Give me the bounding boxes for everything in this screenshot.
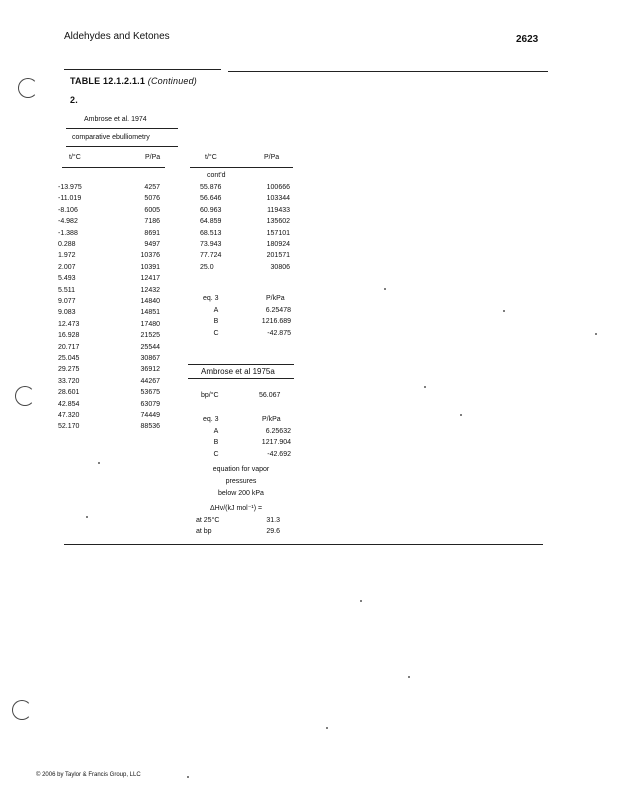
left-p-cell: 10376 bbox=[140, 252, 160, 260]
left-t-cell: 5.493 bbox=[58, 275, 76, 283]
eq1-param-name: A bbox=[213, 307, 219, 314]
left-t-cell: 20.717 bbox=[58, 343, 80, 351]
left-p-cell: 6005 bbox=[144, 206, 160, 214]
scan-speck bbox=[408, 676, 410, 678]
right-source: Ambrose et al 1975a bbox=[201, 367, 275, 376]
scan-speck bbox=[384, 288, 386, 290]
left-t-cell: 9.077 bbox=[58, 298, 76, 305]
left-t-cell: -1.388 bbox=[58, 229, 78, 237]
contd-label: cont'd bbox=[207, 172, 226, 179]
left-p-cell: 5076 bbox=[144, 195, 160, 203]
right-p-cell: 100666 bbox=[266, 184, 290, 191]
dh-value: 31.3 bbox=[266, 517, 280, 524]
left-p-cell: 12432 bbox=[140, 286, 160, 294]
table-caption bbox=[70, 76, 197, 86]
col-header-p-left: P/Pa bbox=[145, 154, 161, 161]
left-p-cell: 88536 bbox=[140, 423, 160, 431]
eq1-unit: P/kPa bbox=[266, 295, 285, 302]
right-p-cell: 157101 bbox=[266, 229, 290, 237]
left-t-cell: -11.019 bbox=[58, 195, 82, 203]
left-p-cell: 10391 bbox=[140, 263, 160, 271]
punch-hole-middle bbox=[15, 386, 35, 406]
left-t-cell: 16.928 bbox=[58, 332, 80, 340]
eq2-param-name: B bbox=[213, 439, 219, 447]
left-method: comparative ebulliometry bbox=[72, 134, 150, 141]
left-t-cell: -8.106 bbox=[58, 206, 78, 214]
scan-speck bbox=[86, 516, 88, 518]
top-rule-right bbox=[228, 71, 548, 72]
left-p-cell: 7186 bbox=[144, 218, 160, 226]
left-t-cell: 47.320 bbox=[58, 412, 80, 419]
dh-condition: at 25°C bbox=[196, 517, 220, 524]
right-t-cell: 77.724 bbox=[200, 252, 222, 260]
left-t-cell: 2.007 bbox=[58, 263, 76, 271]
left-p-cell: 63079 bbox=[140, 400, 160, 408]
left-p-cell: 44267 bbox=[140, 377, 160, 385]
left-t-cell: -13.975 bbox=[58, 184, 82, 191]
left-t-cell: 52.170 bbox=[58, 423, 80, 431]
header-rule-right bbox=[190, 167, 293, 168]
scan-speck bbox=[326, 727, 328, 729]
scan-speck bbox=[98, 462, 100, 464]
right-t-cell: 60.963 bbox=[200, 206, 222, 214]
left-t-cell: 5.511 bbox=[58, 286, 75, 294]
right-t-cell: 55.876 bbox=[200, 184, 222, 191]
eq1-param-name: B bbox=[213, 318, 219, 326]
left-p-cell: 53675 bbox=[140, 389, 160, 397]
dh-condition: at bp bbox=[196, 528, 212, 536]
right-source-rule-bottom bbox=[188, 378, 294, 379]
note-line-3: below 200 kPa bbox=[218, 490, 264, 497]
scan-speck bbox=[503, 310, 505, 312]
left-p-cell: 36912 bbox=[140, 366, 160, 374]
bp-value: 56.067 bbox=[259, 392, 281, 399]
col-header-t-left: t/°C bbox=[69, 154, 81, 161]
footer-copyright: © 2006 by Taylor & Francis Group, LLC bbox=[36, 772, 141, 778]
left-p-cell: 14851 bbox=[140, 309, 160, 317]
left-p-cell: 74449 bbox=[140, 412, 160, 419]
left-p-cell: 12417 bbox=[140, 275, 160, 283]
eq2-unit: P/kPa bbox=[262, 416, 281, 423]
left-p-cell: 30867 bbox=[140, 355, 160, 362]
source-rule bbox=[66, 128, 178, 129]
top-rule-left bbox=[64, 69, 221, 70]
right-p-cell: 201571 bbox=[266, 252, 290, 260]
scan-speck bbox=[360, 600, 362, 602]
eq2-param-value: 1217.904 bbox=[261, 439, 291, 447]
note-line-2: pressures bbox=[225, 478, 257, 485]
right-t-cell: 56.646 bbox=[200, 195, 222, 203]
right-source-rule-top bbox=[188, 364, 294, 365]
scan-speck bbox=[187, 776, 189, 778]
right-p-cell: 30806 bbox=[270, 263, 290, 271]
left-t-cell: 33.720 bbox=[58, 377, 80, 385]
left-t-cell: 0.288 bbox=[58, 241, 76, 248]
left-p-cell: 14840 bbox=[140, 298, 160, 305]
left-p-cell: 21525 bbox=[140, 332, 160, 340]
left-p-cell: 17480 bbox=[140, 320, 160, 328]
eq1-param-value: 6.25478 bbox=[265, 307, 291, 314]
left-t-cell: 9.083 bbox=[58, 309, 76, 317]
left-source: Ambrose et al. 1974 bbox=[84, 116, 147, 123]
right-p-cell: 135602 bbox=[266, 218, 290, 226]
left-t-cell: 29.275 bbox=[58, 366, 80, 374]
left-t-cell: 12.473 bbox=[58, 320, 80, 328]
bottom-rule bbox=[64, 544, 543, 545]
col-header-t-right: t/°C bbox=[205, 154, 217, 161]
scan-speck bbox=[424, 386, 426, 388]
right-t-cell: 73.943 bbox=[200, 241, 222, 248]
left-t-cell: 42.854 bbox=[58, 400, 80, 408]
eq2-param-value: -42.692 bbox=[267, 450, 291, 458]
left-p-cell: 8691 bbox=[144, 229, 160, 237]
table-number: 2. bbox=[70, 95, 78, 105]
left-t-cell: 1.972 bbox=[58, 252, 76, 260]
right-p-cell: 180924 bbox=[266, 241, 290, 248]
left-t-cell: 25.045 bbox=[58, 355, 80, 362]
left-p-cell: 4257 bbox=[144, 184, 160, 191]
eq2-param-name: A bbox=[213, 428, 219, 435]
dh-label: ΔHv/(kJ mol⁻¹) = bbox=[210, 505, 263, 512]
scan-speck bbox=[595, 333, 597, 335]
left-t-cell: 28.601 bbox=[58, 389, 80, 397]
table-continued: (Continued) bbox=[147, 76, 198, 86]
method-rule bbox=[66, 146, 178, 147]
eq1-param-value: -42.875 bbox=[267, 329, 291, 337]
col-header-p-right: P/Pa bbox=[264, 154, 280, 161]
punch-hole-top bbox=[18, 78, 38, 98]
table-label: TABLE 12.1.2.1.1 bbox=[70, 76, 146, 86]
left-t-cell: -4.982 bbox=[58, 218, 78, 226]
eq1-label: eq. 3 bbox=[203, 295, 219, 302]
eq2-label: eq. 3 bbox=[203, 416, 219, 423]
scan-speck bbox=[460, 414, 462, 416]
right-p-cell: 119433 bbox=[267, 206, 290, 214]
dh-value: 29.6 bbox=[266, 528, 280, 536]
note-line-1: equation for vapor bbox=[212, 466, 270, 473]
left-p-cell: 25544 bbox=[140, 343, 160, 351]
punch-hole-bottom bbox=[12, 700, 32, 720]
right-t-cell: 25.0 bbox=[200, 263, 214, 271]
left-p-cell: 9497 bbox=[144, 241, 160, 248]
page-number: 2623 bbox=[516, 34, 539, 45]
right-t-cell: 68.513 bbox=[200, 229, 222, 237]
right-p-cell: 103344 bbox=[266, 195, 290, 203]
eq2-param-name: C bbox=[213, 450, 219, 458]
eq2-param-value: 6.25632 bbox=[265, 428, 291, 435]
running-title: Aldehydes and Ketones bbox=[64, 31, 170, 42]
header-rule-left bbox=[62, 167, 165, 168]
eq1-param-value: 1216.689 bbox=[261, 318, 291, 326]
bp-label: bp/°C bbox=[201, 392, 219, 399]
eq1-param-name: C bbox=[213, 329, 219, 337]
right-t-cell: 64.859 bbox=[200, 218, 222, 226]
